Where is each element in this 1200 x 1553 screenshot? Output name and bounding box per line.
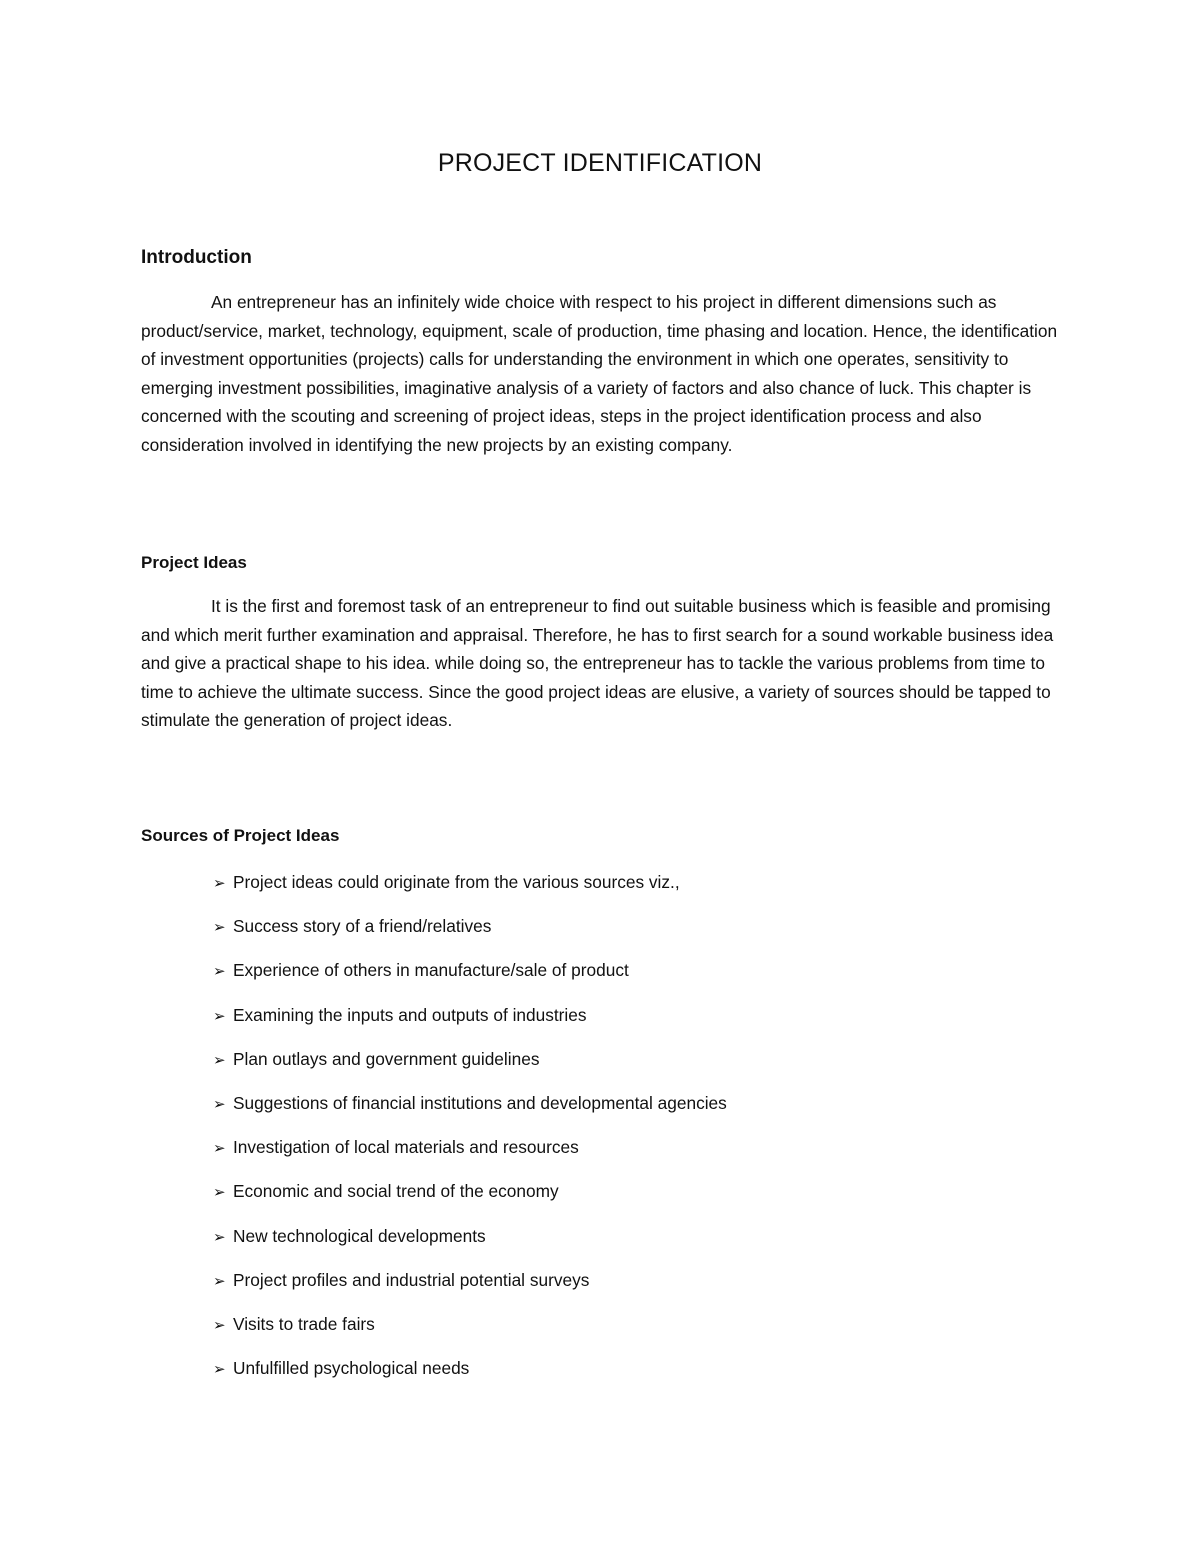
page-title: PROJECT IDENTIFICATION <box>437 149 763 177</box>
list-item-text: Experience of others in manufacture/sale of product <box>233 960 629 981</box>
arrow-bullet-icon: ➢ <box>213 1140 226 1158</box>
list-item <box>213 1089 727 1133</box>
list-item-text: Project profiles and industrial potential surveys <box>233 1269 590 1290</box>
list-item-text: Project ideas could originate from the various sources viz., <box>233 872 680 892</box>
introduction-heading: Introduction <box>141 247 252 268</box>
arrow-bullet-icon: ➢ <box>213 1316 226 1334</box>
introduction-paragraph: An entrepreneur has an infinitely wide choice with respect to his project in different dimensions such as product/service, market, technology, equipment, scale of production, time phasing and location. Hence, the identification of investment opportunities (projects) calls for understanding the environment in which one operates, sensitivity to emerging investment possibilities, imaginative analysis of a variety of factors and also chance of luck. This chapter is concerned with the scouting and screening of project ideas, steps in the project identification process and also consideration involved in identifying the new projects by an existing company. <box>141 292 1058 455</box>
list-item <box>213 1222 727 1266</box>
sources-section <box>141 822 1061 850</box>
arrow-bullet-icon: ➢ <box>213 1272 226 1290</box>
project-ideas-paragraph: It is the first and foremost task of an entrepreneur to find out suitable business which is feasible and promising and which merit further examination and appraisal. Therefore, he has to first search for a sound workable business idea and give a practical shape to his idea. while doing so, the entrepreneur has to tackle the various problems from time to time to achieve the ultimate success. Since the good project ideas are elusive, a variety of sources should be tapped to stimulate the generation of project ideas. <box>141 596 1054 730</box>
list-item <box>213 1045 727 1089</box>
sources-list <box>213 868 727 1398</box>
list-item-text: Economic and social trend of the economy <box>233 1181 559 1202</box>
introduction-section <box>141 244 1061 459</box>
list-item-text: Examining the inputs and outputs of industries <box>233 1004 587 1025</box>
project-ideas-heading: Project Ideas <box>141 553 247 572</box>
list-item-text: Investigation of local materials and resources <box>233 1137 579 1158</box>
project-ideas-section <box>141 549 1061 735</box>
arrow-bullet-icon: ➢ <box>213 1007 226 1025</box>
list-item <box>213 868 727 912</box>
list-item-text: New technological developments <box>233 1225 486 1246</box>
list-item-text: Success story of a friend/relatives <box>233 916 492 937</box>
sources-heading: Sources of Project Ideas <box>141 826 340 845</box>
list-item-text: Plan outlays and government guidelines <box>233 1048 540 1069</box>
list-item <box>213 1133 727 1177</box>
arrow-bullet-icon: ➢ <box>213 1184 226 1202</box>
list-item-text: Unfulfilled psychological needs <box>233 1358 470 1379</box>
arrow-bullet-icon: ➢ <box>213 875 226 892</box>
list-item <box>213 1001 727 1045</box>
arrow-bullet-icon: ➢ <box>213 1361 226 1379</box>
list-item-text: Visits to trade fairs <box>233 1313 375 1334</box>
arrow-bullet-icon: ➢ <box>213 1051 226 1069</box>
arrow-bullet-icon: ➢ <box>213 1228 226 1246</box>
list-item-text: Suggestions of financial institutions and developmental agencies <box>233 1092 727 1113</box>
list-item <box>213 956 727 1000</box>
arrow-bullet-icon: ➢ <box>213 963 226 981</box>
list-item <box>213 1310 727 1354</box>
list-item <box>213 1177 727 1221</box>
list-item <box>213 1266 727 1310</box>
list-item <box>213 912 727 956</box>
arrow-bullet-icon: ➢ <box>213 1095 226 1113</box>
list-item <box>213 1354 727 1398</box>
arrow-bullet-icon: ➢ <box>213 919 226 937</box>
